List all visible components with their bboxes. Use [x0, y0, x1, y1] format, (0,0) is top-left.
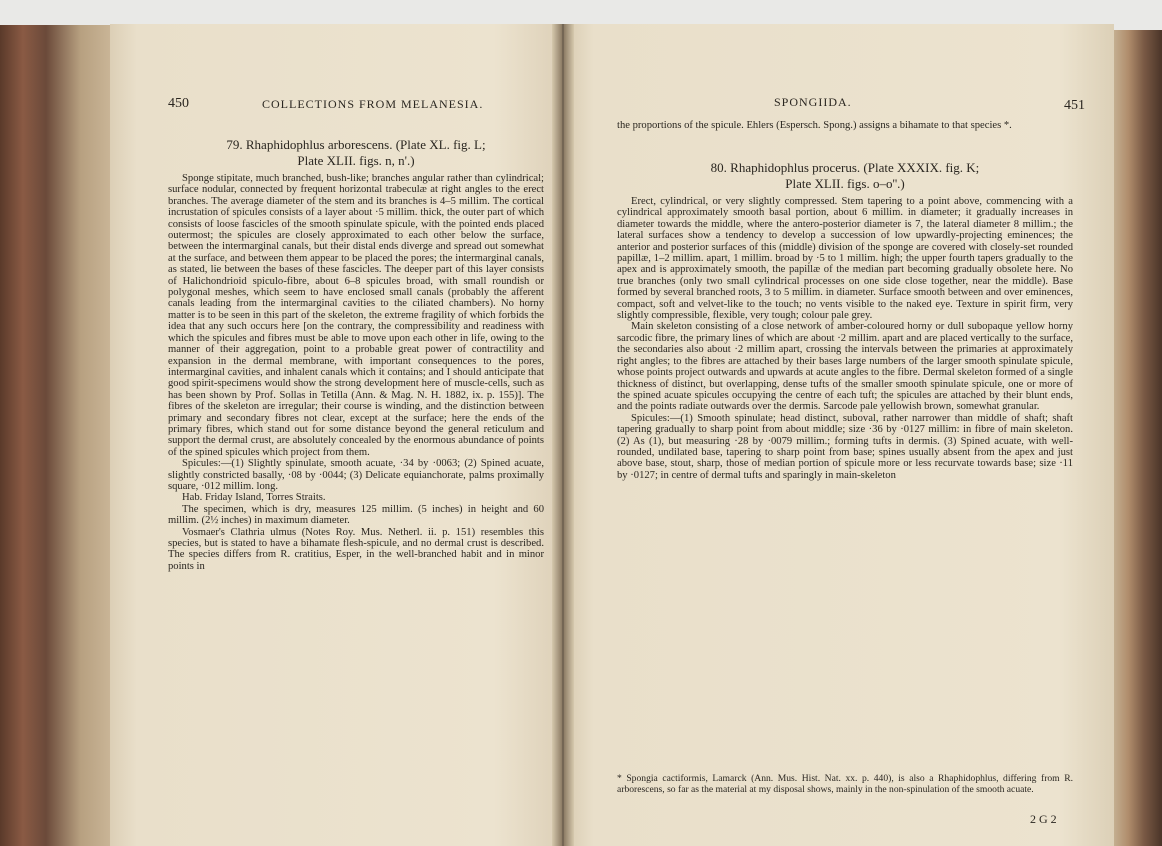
section-79-title-line2: Plate XLII. figs. n, n'.) [297, 153, 415, 168]
paragraph: the proportions of the spicule. Ehlers (Espersch. Spong.) assigns a bihamate to that species *. [617, 120, 1012, 131]
right-page-edges [1110, 30, 1162, 846]
section-80-title-line2: Plate XLII. figs. o–o''.) [785, 176, 905, 191]
paragraph: Main skeleton consisting of a close network of amber-coloured horny or dull subopaque yellow horny sarcodic fibre, the primary lines of which are about ·2 millim. apart and are placed vertically to the surface, the secondaries also about ·2 millim apart, crossing the intervals between the primaries at approximately right angles; to the fibres are attached by their bases large numbers of the larger smooth spinulate spicule, whose points project outwards and upwards at acute angles to the fibre. Dermal skeleton formed of a single thickness of distinct, but overlapping, dense tufts of the smaller smooth spinulate spicule, one or more of the spined acuate spicules occupying the centre of each tuft; the spicules are attached by their blunt ends, and the points radiate outwards over the dermis. Sarcode pale yellowish brown, somewhat granular. [617, 321, 1073, 413]
left-running-head: COLLECTIONS FROM MELANESIA. [262, 97, 484, 111]
paragraph: Hab. Friday Island, Torres Straits. [182, 492, 326, 504]
paragraph: Spicules:—(1) Smooth spinulate; head distinct, suboval, rather narrower than middle of shaft; shaft tapering gradually to sharp point from about middle; size ·36 by ·0127 millim: in fibre of main skeleton. (2) As (1), but measuring ·28 by ·0079 millim.; forming tufts in dermis. (3) Spined acuate, with well-rounded, undilated base, tapering to sharp point from base; spines usually absent from the apex and just above base, stout, sharp, those of median portion of spicule more or less recurvate towards base; size ·11 by ·0127; in centre of dermal tufts and sparingly in main-skeleton [617, 412, 1073, 481]
left-page-number: 450 [168, 96, 189, 111]
section-79-title-line1: 79. Rhaphidophlus arborescens. (Plate XL. fig. L; [226, 137, 486, 152]
signature-mark: 2 G 2 [1030, 812, 1057, 826]
footnote: * Spongia cactiformis, Lamarck (Ann. Mus. Hist. Nat. xx. p. 440), is also a Rhaphidophlus, differing from R. arborescens, so far as the material at my disposal shows, mainly in the non-spinulation of the smooth acuate. [617, 773, 1073, 795]
section-80-title [617, 160, 1073, 192]
paragraph: Sponge stipitate, much branched, bush-like; branches angular rather than cylindrical; surface nodular, connected by frequent horizontal trabeculæ at right angles to the erect branches. The average diameter of the stem and its branches is 4–5 millim. The cortical incrustation of spicules consists of a layer about ·5 millim. thick, the outer part of which consists of loose fascicles of the smooth spinulate spicule, with the pointed ends placed outermost; the spicules are closely approximated to each other below the surface, between the intermarginal canals, but their distal ends diverge and spread out somewhat at the surface, and between them appear to be placed the pores; the intermarginal canals, as stated, lie between the bases of these fascicles. The deeper part of this layer consists of Halichondrioid spiculo-fibre, about 6–8 spicules broad, with small roundish or polygonal meshes, which seem to have enclosed small canals (probably the afferent canals leading from the intermarginal cavities to the ciliated chambers). No horny matter is to be seen in this part of the skeleton, the extreme fragility of which forbids the idea that any such occurs here [on the contrary, the compressibility and readiness with which the spicules and fibres must be able to move upon each other in life, owing to the manner of their aggregation, point to a probable great power of contractility and expansion in the dermal membrane, with important consequences to the pores, intermarginal cavities, and inhalent canals which it contains; and I should anticipate that good spirit-specimens would show the strong development here of muscle-cells, such as has been shown by Prof. Sollas in Tetilla (Ann. & Mag. N. H. 1882, ix. p. 155)]. The fibres of the skeleton are irregular; their course is winding, and the distinction between primary and secondary fibres not clear, except at the surface; here the ends of the primary fibres, which stand out for some distance beyond the general reticulum and support the dermal crust, are absolutely concealed by the enormous abundance of points of the spined spicules which project from them. [168, 173, 544, 458]
left-body-text [168, 173, 544, 572]
right-running-head: SPONGIIDA. [774, 95, 852, 109]
right-body-text [617, 196, 1073, 481]
paragraph: Spicules:—(1) Slightly spinulate, smooth acuate, ·34 by ·0063; (2) Spined acuate, slightly constricted basally, ·08 by ·0044; (3) Delicate equianchorate, palms proximally square, ·012 millim. long. [168, 458, 544, 492]
paragraph: Erect, cylindrical, or very slightly compressed. Stem tapering to a point above, commencing with a cylindrical approximately smooth basal portion, about 6 millim. in diameter; it gradually increases in diameter towards the middle, where the antero-posterior diameter is 7, the lateral diameter 8 millim.; the lateral surfaces show a tendency to develop a succession of low upwardly-projecting eminences; the anterior and posterior surfaces of this (middle) division of the sponge are covered with closely-set rounded papillæ, 1–2 millim. apart, 1 millim. broad by ·5 to 1 millim. high; the upper fourth tapers gradually to the apex and is approximately smooth, the papillæ of the median part becoming gradually obsolete here. No true branches (only two small cylindrical processes on one side close together, near the middle). Base formed by several branched roots, 3 to 5 millim. in diameter. Surface smooth between and over eminences, compact, soft and velvet-like to the touch; no vents visible to the naked eye. Texture in spirit firm, very slightly compressible, flexible, very tough; colour pale grey. [617, 196, 1073, 322]
section-80-title-line1: 80. Rhaphidophlus procerus. (Plate XXXIX. fig. K; [710, 160, 980, 175]
paragraph: Vosmaer's Clathria ulmus (Notes Roy. Mus. Netherl. ii. p. 151) resembles this species, but is stated to have a bihamate flesh-spicule, and no dermal crust is described. The species differs from R. cratitius, Esper, in the well-branched habit and in minor points in [168, 526, 544, 572]
book-gutter [552, 24, 574, 846]
paragraph: The specimen, which is dry, measures 125 millim. (5 inches) in height and 60 millim. (2½ inches) in maximum diameter. [168, 503, 544, 527]
right-page-number: 451 [1064, 98, 1085, 113]
section-79-title [168, 137, 544, 169]
continuation-text [617, 120, 1073, 131]
left-page-edges [0, 25, 115, 846]
